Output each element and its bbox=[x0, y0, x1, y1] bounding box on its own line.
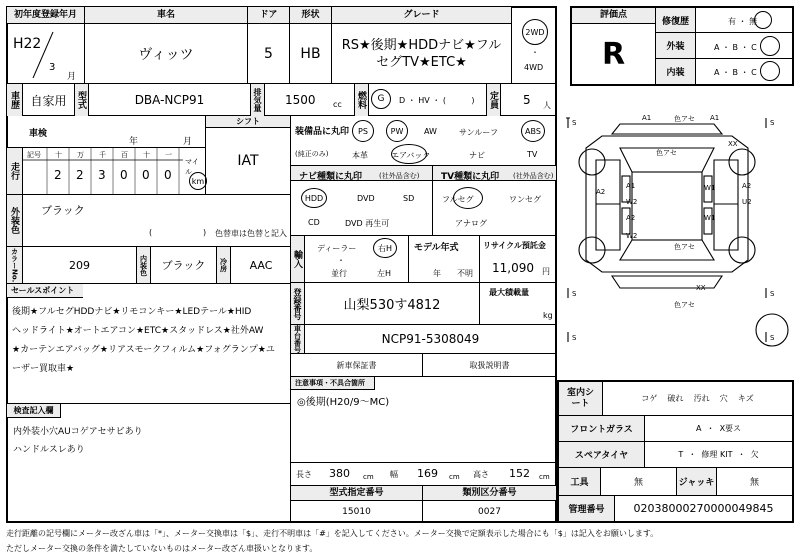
width-unit: cm bbox=[449, 473, 460, 481]
mark-right-w1a: W1 bbox=[704, 184, 716, 192]
tools-value: 無 bbox=[601, 468, 677, 496]
class-number-value: 0027 bbox=[478, 506, 501, 517]
capacity-label: 定員 bbox=[487, 84, 501, 116]
tv-analog: アナログ bbox=[455, 219, 487, 228]
repair-cell bbox=[696, 8, 792, 33]
interior-options: A ・ B ・ C bbox=[714, 68, 757, 77]
repair-options: 有 ・ 無 bbox=[728, 17, 758, 26]
inspection-label: 車検 bbox=[29, 129, 48, 139]
mgmt-label: 管理番号 bbox=[559, 496, 615, 521]
chassis-label: 車台番号 bbox=[291, 325, 305, 353]
displacement-cell bbox=[265, 84, 355, 116]
capacity-cell bbox=[501, 84, 556, 116]
year-cell bbox=[7, 24, 85, 84]
equip-tv: TV bbox=[527, 150, 538, 159]
model-code: DBA-NCP91 bbox=[89, 84, 251, 116]
height-unit: cm bbox=[539, 473, 550, 481]
equipment-block bbox=[291, 116, 556, 166]
mileage-sub-label: 百 bbox=[121, 151, 128, 159]
usage-label: 車歴 bbox=[7, 84, 23, 116]
interior-color-value: ブラック bbox=[151, 247, 217, 283]
mark-top-c2: 色アセ bbox=[656, 149, 677, 157]
color-code-label: カラーNo. bbox=[7, 247, 23, 283]
s-mark-bl: S bbox=[572, 334, 577, 342]
equip-sunroof: サンルーフ bbox=[459, 128, 498, 137]
mark-top-right: A1 bbox=[710, 114, 720, 122]
owner-manual: 取扱説明書 bbox=[469, 360, 510, 370]
mileage-sub-label: 一 bbox=[165, 151, 172, 159]
displacement-label: 排気量 bbox=[251, 84, 265, 116]
color-value: ブラック bbox=[41, 204, 85, 217]
mileage-row bbox=[7, 148, 206, 195]
type-number-value: 15010 bbox=[291, 501, 423, 522]
inspector-header: 検査記入欄 bbox=[7, 404, 61, 418]
navi-dvd: DVD bbox=[357, 194, 375, 203]
warranty-row bbox=[291, 354, 556, 377]
fuel-label: 燃料 bbox=[355, 84, 369, 116]
registration-value: 山梨530す4812 bbox=[305, 283, 480, 324]
chassis-value: NCP91-5308049 bbox=[381, 332, 480, 346]
mileage-sub-label: 万 bbox=[77, 151, 84, 159]
mark-left-w2a: W2 bbox=[626, 198, 638, 206]
mileage-sub-label: 十 bbox=[143, 151, 150, 159]
interior-c-circle bbox=[760, 61, 780, 81]
registration-row bbox=[291, 283, 556, 325]
new-car-warranty: 新車保証書 bbox=[291, 354, 423, 376]
model-year-unknown: 不明 bbox=[457, 269, 473, 278]
max-load-label: 最大積載量 bbox=[489, 288, 529, 297]
door-value: 5 bbox=[248, 24, 290, 84]
equip-airbag: エアバック bbox=[391, 151, 431, 160]
mark-right-a2: A2 bbox=[742, 182, 752, 190]
damage-diagram bbox=[562, 100, 798, 380]
import-label: 輸入 bbox=[291, 236, 305, 282]
year-header: 初年度登録年月 bbox=[7, 7, 85, 24]
color-label: 外装色 bbox=[7, 195, 23, 246]
class-number-header: 類別区分番号 bbox=[423, 486, 556, 501]
equip-navi: ナビ bbox=[469, 151, 485, 160]
type-number-block bbox=[291, 486, 556, 522]
caution-header: 注意事項・不具合箇所 bbox=[291, 377, 375, 390]
color-note: 色替車は色替と記入 bbox=[215, 229, 287, 238]
right-table bbox=[557, 380, 794, 523]
grade-header: グレード bbox=[332, 7, 512, 24]
inspector-block bbox=[7, 404, 291, 522]
exterior-cell bbox=[696, 33, 792, 59]
mileage-sub-label: 記号 bbox=[27, 151, 41, 159]
capacity-value: 5 bbox=[523, 93, 531, 107]
car-outline bbox=[562, 100, 798, 380]
recycle-block bbox=[480, 236, 556, 283]
width-value: 169 bbox=[417, 467, 438, 480]
mark-right-u2: U2 bbox=[742, 198, 752, 206]
s-mark-ml: S bbox=[572, 290, 577, 298]
sales-line: ヘッドライト★オートエアコン★ETC★スタッドレス★社外AW bbox=[12, 326, 264, 336]
eval-header: 評価点 bbox=[572, 8, 656, 24]
recycle-unit: 円 bbox=[542, 267, 550, 276]
import-dot: ・ bbox=[337, 256, 345, 265]
mark-left-a2b: A2 bbox=[626, 214, 636, 222]
mark-top-left: A1 bbox=[642, 114, 652, 122]
navi-cd: CD bbox=[308, 218, 320, 227]
s-mark-tl: S bbox=[572, 119, 577, 127]
import-left: 左H bbox=[377, 269, 392, 278]
mileage-digit: 0 bbox=[142, 168, 150, 182]
capacity-unit: 人 bbox=[543, 101, 551, 110]
tools-label: 工具 bbox=[559, 468, 601, 496]
inspector-line-1: 内外装小穴AUコゲアセサビあり bbox=[13, 427, 143, 437]
displacement-value: 1500 bbox=[285, 93, 316, 107]
eval-score: R bbox=[572, 24, 656, 84]
mgmt-value: 02038000270000049845 bbox=[633, 502, 774, 515]
type-label: 型式 bbox=[75, 84, 89, 116]
usage-value: 自家用 bbox=[23, 84, 75, 116]
footer-line-1: 走行距離の記号欄にメーター改ざん車は「*」、メーター交換車は「$」、走行不明車は「#」を記入してください。メーター交換で定額表示した場合にも「$」は記入をお願いします。 bbox=[6, 529, 659, 538]
inspection-row bbox=[7, 116, 206, 148]
caution-block bbox=[291, 377, 556, 463]
jack-label: ジャッキ bbox=[677, 468, 717, 496]
ac-label: 冷房 bbox=[217, 247, 231, 283]
length-unit: cm bbox=[363, 473, 374, 481]
mark-bottom-xx: XX bbox=[696, 284, 706, 292]
mileage-sub-label: 十 bbox=[55, 151, 62, 159]
inspection-month: 月 bbox=[183, 137, 193, 147]
mark-bottom-c1: 色アセ bbox=[674, 243, 695, 251]
mileage-sub-label: 千 bbox=[99, 151, 106, 159]
footer-line-2: ただしメーター交換の条件を満たしていないものはメーター改ざん車扱いとなります。 bbox=[6, 544, 318, 553]
mileage-digit: 2 bbox=[76, 168, 84, 182]
drive-2wd: 2WD bbox=[522, 19, 548, 45]
color-code-row bbox=[7, 247, 291, 284]
tv-sub: (社外品含む) bbox=[513, 172, 554, 180]
tv-header: TV種類に丸印 bbox=[441, 172, 500, 182]
shift-value: IAT bbox=[206, 128, 291, 195]
seat-options: コゲ 破れ 汚れ 穴 キズ bbox=[603, 382, 792, 416]
navi-sub: (社外品含む) bbox=[379, 172, 420, 180]
era-year: H22 bbox=[13, 36, 42, 52]
mark-left-w2b: W2 bbox=[626, 232, 638, 240]
windshield-label: フロントガラス bbox=[559, 416, 645, 442]
km-unit: km bbox=[189, 172, 207, 190]
equip-aw: AW bbox=[424, 127, 437, 136]
reg-month: 3 bbox=[49, 62, 56, 73]
equip-abs: ABS bbox=[521, 120, 545, 142]
sales-block bbox=[7, 284, 291, 404]
mileage-digit: 0 bbox=[120, 168, 128, 182]
length-label: 長さ bbox=[296, 470, 312, 479]
exterior-options: A ・ B ・ C bbox=[714, 43, 757, 52]
model-year-header: モデル年式 bbox=[414, 243, 459, 253]
model-year-block bbox=[409, 236, 480, 283]
interior-cell bbox=[696, 59, 792, 84]
inspector-line-2: ハンドルスレあり bbox=[13, 445, 85, 455]
height-label: 高さ bbox=[473, 470, 489, 479]
exterior-c-circle bbox=[760, 36, 780, 56]
navi-dvd-play: DVD 再生可 bbox=[345, 219, 390, 228]
interior-color-label: 内装色 bbox=[137, 247, 151, 283]
chassis-row bbox=[291, 325, 556, 354]
mark-bottom-c2: 色アセ bbox=[674, 301, 695, 309]
color-block bbox=[7, 195, 291, 247]
month-unit: 月 bbox=[67, 72, 77, 82]
spare-options: T ・ 修理 KIT ・ 欠 bbox=[645, 442, 792, 468]
model-year-year: 年 bbox=[433, 269, 441, 278]
tv-fullseg: フルセグ bbox=[442, 195, 474, 204]
mileage-digit: 0 bbox=[164, 168, 172, 182]
s-mark-mr: S bbox=[770, 290, 775, 298]
navi-hdd: HDD bbox=[301, 188, 327, 208]
type-number-header: 型式指定番号 bbox=[291, 486, 423, 501]
drive-4wd: 4WD bbox=[524, 63, 544, 72]
equipment-header: 装備品に丸印 bbox=[295, 127, 350, 137]
mile-unit: マイル bbox=[185, 158, 199, 176]
recycle-value: 11,090 bbox=[492, 261, 534, 275]
repair-label: 修復歴 bbox=[656, 8, 696, 33]
recycle-header: リサイクル預託金 bbox=[483, 241, 546, 250]
equip-pw: PW bbox=[386, 120, 408, 142]
inspection-year: 年 bbox=[129, 137, 139, 147]
equip-leather: 本革 bbox=[352, 151, 368, 160]
tv-oneseg: ワンセグ bbox=[509, 195, 541, 204]
drive-sep: ・ bbox=[531, 48, 539, 57]
s-mark-tr: S bbox=[770, 119, 775, 127]
import-right: 右H bbox=[373, 238, 397, 258]
navi-header: ナビ種類に丸印 bbox=[299, 172, 363, 182]
mileage-digit: 2 bbox=[54, 168, 62, 182]
eval-box bbox=[570, 6, 794, 86]
seat-label: 室内シート bbox=[559, 382, 603, 416]
caution-text: ◎後期(H20/9〜MC) bbox=[297, 397, 390, 408]
s-mark-br: S bbox=[770, 334, 775, 342]
mark-top-c1: 色アセ bbox=[674, 115, 695, 123]
mark-right-w1b: W1 bbox=[704, 214, 716, 222]
mileage-grid bbox=[23, 148, 201, 194]
sales-line: ーザー買取車★ bbox=[12, 364, 75, 374]
grade-value: RS★後期★HDDナビ★フルセグTV★ETC★ bbox=[332, 24, 512, 84]
tv-block bbox=[433, 166, 556, 236]
door-header: ドア bbox=[248, 7, 290, 24]
sales-line: 後期★フルセグHDDナビ★リモコンキー★LEDテール★HID bbox=[12, 307, 252, 317]
spare-label: スペアタイヤ bbox=[559, 442, 645, 468]
color-code-value: 209 bbox=[23, 247, 137, 283]
import-block bbox=[291, 236, 409, 283]
height-value: 152 bbox=[509, 467, 530, 480]
navi-sd: SD bbox=[403, 194, 415, 203]
import-parallel: 並行 bbox=[331, 269, 347, 278]
color-paren: ( ) bbox=[149, 228, 207, 237]
dims-row bbox=[291, 463, 556, 486]
drive-cell bbox=[512, 7, 556, 84]
navi-block bbox=[291, 166, 433, 236]
sales-line: ★カーテンエアバッグ★リアスモークフィルム★フォグランプ★ユ bbox=[12, 345, 275, 355]
windshield-options: A ・ X要ス bbox=[645, 416, 792, 442]
sales-header: セールスポイント bbox=[7, 284, 83, 298]
mark-top-xx: XX bbox=[728, 140, 738, 148]
shape-value: HB bbox=[290, 24, 332, 84]
name-header: 車名 bbox=[85, 7, 248, 24]
shape-header: 形状 bbox=[290, 7, 332, 24]
max-load-unit: kg bbox=[543, 311, 553, 320]
mileage-label: 走行 bbox=[7, 148, 23, 194]
import-dealer: ディーラー bbox=[317, 244, 357, 253]
car-name: ヴィッツ bbox=[85, 24, 248, 84]
fuel-cell bbox=[369, 84, 487, 116]
displacement-unit: cc bbox=[333, 100, 342, 109]
equipment-sub: (純正のみ) bbox=[295, 150, 329, 158]
shift-header: シフト bbox=[206, 116, 291, 128]
interior-label: 内装 bbox=[656, 59, 696, 84]
exterior-label: 外装 bbox=[656, 33, 696, 59]
fuel-gasoline: G bbox=[371, 89, 391, 109]
mark-left-a1: A1 bbox=[626, 182, 636, 190]
length-value: 380 bbox=[329, 467, 350, 480]
equip-ps: PS bbox=[352, 120, 374, 142]
fuel-other: D ・ HV ・ ( ) bbox=[399, 96, 475, 105]
jack-value: 無 bbox=[717, 468, 792, 496]
ac-value: AAC bbox=[249, 258, 273, 272]
mileage-digit: 3 bbox=[98, 168, 106, 182]
width-label: 幅 bbox=[390, 470, 398, 479]
repair-none-circle bbox=[754, 11, 772, 29]
registration-label: 登録番号 bbox=[291, 283, 305, 324]
mark-left-a2a: A2 bbox=[596, 188, 606, 196]
